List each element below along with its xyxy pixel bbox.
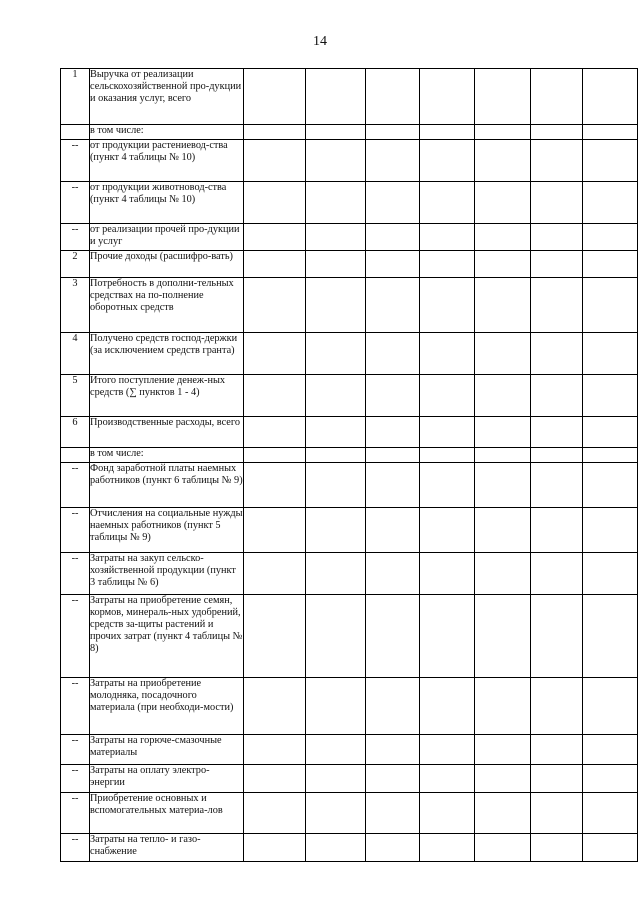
table-row <box>61 140 638 182</box>
value-cell <box>366 765 420 793</box>
value-cell <box>420 333 475 375</box>
row-number: -- <box>61 224 90 251</box>
value-cell <box>306 278 366 333</box>
table-body <box>61 69 638 862</box>
table-row <box>61 125 638 140</box>
value-cell <box>244 463 306 508</box>
row-description <box>90 251 244 278</box>
value-cell <box>475 375 531 417</box>
row-description-text: Затраты на оплату электро-энергии <box>90 765 210 788</box>
value-cell <box>583 417 638 448</box>
value-cell <box>366 333 420 375</box>
value-cell <box>420 595 475 678</box>
value-cell <box>475 278 531 333</box>
value-cell <box>420 224 475 251</box>
table-row <box>61 553 638 595</box>
value-cell <box>583 735 638 765</box>
row-description <box>90 793 244 834</box>
value-cell <box>420 508 475 553</box>
value-cell <box>306 463 366 508</box>
value-cell <box>306 765 366 793</box>
value-cell <box>244 678 306 735</box>
value-cell <box>244 417 306 448</box>
value-cell <box>244 553 306 595</box>
value-cell <box>366 375 420 417</box>
row-number <box>61 448 90 463</box>
value-cell <box>366 448 420 463</box>
row-description <box>90 508 244 553</box>
row-number: -- <box>61 463 90 508</box>
row-description-text: Затраты на закуп сельско-хозяйственной продукции (пункт 3 таблицы № 6) <box>90 553 236 588</box>
value-cell <box>583 448 638 463</box>
value-cell <box>531 417 583 448</box>
value-cell <box>244 375 306 417</box>
value-cell <box>583 834 638 862</box>
value-cell <box>366 834 420 862</box>
value-cell <box>531 595 583 678</box>
row-description-text: Отчисления на социальные нужды наемных работников (пункт 5 таблицы № 9) <box>90 508 243 543</box>
value-cell <box>306 140 366 182</box>
value-cell <box>244 69 306 125</box>
value-cell <box>475 69 531 125</box>
budget-table <box>60 68 638 862</box>
value-cell <box>583 553 638 595</box>
table-row <box>61 508 638 553</box>
value-cell <box>531 182 583 224</box>
row-number: 6 <box>61 417 90 448</box>
value-cell <box>306 417 366 448</box>
value-cell <box>244 793 306 834</box>
value-cell <box>306 735 366 765</box>
value-cell <box>366 553 420 595</box>
row-description-text: Затраты на тепло- и газо-снабжение <box>90 834 201 857</box>
row-description <box>90 69 244 125</box>
value-cell <box>583 69 638 125</box>
value-cell <box>420 834 475 862</box>
row-description <box>90 125 244 140</box>
value-cell <box>583 508 638 553</box>
row-number: -- <box>61 508 90 553</box>
row-description-text: от реализации прочей про-дукции и услуг <box>90 224 240 247</box>
value-cell <box>583 333 638 375</box>
value-cell <box>420 125 475 140</box>
value-cell <box>420 463 475 508</box>
row-description-text: Производственные расходы, всего <box>90 417 240 428</box>
value-cell <box>420 735 475 765</box>
value-cell <box>420 69 475 125</box>
table-row <box>61 251 638 278</box>
row-description <box>90 333 244 375</box>
value-cell <box>583 375 638 417</box>
value-cell <box>420 182 475 224</box>
table-row <box>61 182 638 224</box>
value-cell <box>420 140 475 182</box>
row-description <box>90 735 244 765</box>
value-cell <box>583 224 638 251</box>
value-cell <box>366 793 420 834</box>
value-cell <box>475 595 531 678</box>
value-cell <box>531 678 583 735</box>
table-row <box>61 69 638 125</box>
value-cell <box>583 251 638 278</box>
value-cell <box>531 278 583 333</box>
value-cell <box>420 278 475 333</box>
value-cell <box>244 333 306 375</box>
value-cell <box>420 765 475 793</box>
table-row <box>61 448 638 463</box>
value-cell <box>244 508 306 553</box>
value-cell <box>531 224 583 251</box>
value-cell <box>583 182 638 224</box>
value-cell <box>306 448 366 463</box>
row-description-text: Затраты на приобретение молодняка, посадочного материала (при необходи-мости) <box>90 678 234 713</box>
value-cell <box>531 553 583 595</box>
table-row <box>61 333 638 375</box>
row-description-text: в том числе: <box>90 448 144 459</box>
value-cell <box>366 678 420 735</box>
table-row <box>61 595 638 678</box>
value-cell <box>366 735 420 765</box>
value-cell <box>366 69 420 125</box>
table-row <box>61 765 638 793</box>
value-cell <box>366 278 420 333</box>
value-cell <box>366 595 420 678</box>
row-number: 4 <box>61 333 90 375</box>
value-cell <box>366 224 420 251</box>
value-cell <box>366 417 420 448</box>
row-description-text: Итого поступление денеж-ных средств (∑ пунктов 1 - 4) <box>90 375 226 398</box>
row-description-text: Выручка от реализации сельскохозяйственной про-дукции и оказания услуг, всего <box>90 69 242 104</box>
value-cell <box>531 834 583 862</box>
value-cell <box>475 553 531 595</box>
value-cell <box>531 333 583 375</box>
table-row <box>61 224 638 251</box>
value-cell <box>475 333 531 375</box>
row-number: -- <box>61 735 90 765</box>
value-cell <box>306 224 366 251</box>
value-cell <box>366 508 420 553</box>
row-number: 1 <box>61 69 90 125</box>
value-cell <box>244 595 306 678</box>
row-description-text: Получено средств господ-держки (за исключением средств гранта) <box>90 333 238 356</box>
value-cell <box>366 140 420 182</box>
row-number: -- <box>61 793 90 834</box>
value-cell <box>244 251 306 278</box>
row-description-text: от продукции животновод-ства (пункт 4 таблицы № 10) <box>90 182 227 205</box>
value-cell <box>531 735 583 765</box>
value-cell <box>531 140 583 182</box>
value-cell <box>306 69 366 125</box>
row-description <box>90 765 244 793</box>
value-cell <box>475 508 531 553</box>
value-cell <box>306 375 366 417</box>
value-cell <box>583 125 638 140</box>
value-cell <box>583 678 638 735</box>
table-row <box>61 793 638 834</box>
row-description <box>90 417 244 448</box>
value-cell <box>475 765 531 793</box>
value-cell <box>475 463 531 508</box>
value-cell <box>306 553 366 595</box>
row-description-text: от продукции растениевод-ства (пункт 4 таблицы № 10) <box>90 140 228 163</box>
row-description-text: Затраты на приобретение семян, кормов, минераль-ных удобрений, средств за-щиты растений и прочих затрат (пункт 4 таблицы № 8) <box>90 595 243 654</box>
value-cell <box>366 463 420 508</box>
value-cell <box>244 834 306 862</box>
row-description <box>90 678 244 735</box>
value-cell <box>531 463 583 508</box>
value-cell <box>420 793 475 834</box>
value-cell <box>531 69 583 125</box>
value-cell <box>475 182 531 224</box>
row-description-text: Затраты на горюче-смазочные материалы <box>90 735 222 758</box>
table-row <box>61 463 638 508</box>
value-cell <box>583 463 638 508</box>
table-row <box>61 278 638 333</box>
value-cell <box>244 224 306 251</box>
row-description-text: Прочие доходы (расшифро-вать) <box>90 251 233 262</box>
value-cell <box>531 793 583 834</box>
row-description-text: Приобретение основных и вспомогательных материа-лов <box>90 793 223 816</box>
row-description <box>90 224 244 251</box>
value-cell <box>531 448 583 463</box>
value-cell <box>366 251 420 278</box>
page-number: 14 <box>313 34 327 49</box>
row-description <box>90 375 244 417</box>
row-number: -- <box>61 595 90 678</box>
value-cell <box>420 553 475 595</box>
row-description <box>90 448 244 463</box>
row-number <box>61 125 90 140</box>
table-row <box>61 375 638 417</box>
table-row <box>61 834 638 862</box>
value-cell <box>475 140 531 182</box>
value-cell <box>420 417 475 448</box>
value-cell <box>244 448 306 463</box>
value-cell <box>475 735 531 765</box>
value-cell <box>420 678 475 735</box>
value-cell <box>531 375 583 417</box>
value-cell <box>531 125 583 140</box>
value-cell <box>583 595 638 678</box>
value-cell <box>244 735 306 765</box>
row-number: -- <box>61 834 90 862</box>
row-description <box>90 140 244 182</box>
row-description <box>90 553 244 595</box>
value-cell <box>475 834 531 862</box>
value-cell <box>475 251 531 278</box>
row-number: 2 <box>61 251 90 278</box>
row-description-text: Фонд заработной платы наемных работников (пункт 6 таблицы № 9) <box>90 463 243 486</box>
table-row <box>61 735 638 765</box>
value-cell <box>420 375 475 417</box>
value-cell <box>475 417 531 448</box>
row-number: -- <box>61 678 90 735</box>
value-cell <box>531 251 583 278</box>
value-cell <box>244 765 306 793</box>
row-number: -- <box>61 553 90 595</box>
value-cell <box>306 678 366 735</box>
value-cell <box>583 765 638 793</box>
value-cell <box>531 765 583 793</box>
value-cell <box>583 140 638 182</box>
row-description <box>90 834 244 862</box>
value-cell <box>306 595 366 678</box>
row-description-text: Потребность в дополни-тельных средствах на по-полнение оборотных средств <box>90 278 234 313</box>
value-cell <box>306 834 366 862</box>
value-cell <box>366 182 420 224</box>
row-number: -- <box>61 765 90 793</box>
value-cell <box>475 448 531 463</box>
row-number: 3 <box>61 278 90 333</box>
row-number: -- <box>61 140 90 182</box>
value-cell <box>420 448 475 463</box>
row-description <box>90 463 244 508</box>
value-cell <box>475 793 531 834</box>
value-cell <box>306 182 366 224</box>
value-cell <box>420 251 475 278</box>
value-cell <box>475 224 531 251</box>
value-cell <box>366 125 420 140</box>
value-cell <box>244 125 306 140</box>
row-description <box>90 182 244 224</box>
value-cell <box>244 182 306 224</box>
value-cell <box>583 278 638 333</box>
value-cell <box>475 125 531 140</box>
value-cell <box>583 793 638 834</box>
value-cell <box>306 333 366 375</box>
table-row <box>61 417 638 448</box>
row-description <box>90 278 244 333</box>
row-description <box>90 595 244 678</box>
value-cell <box>306 793 366 834</box>
value-cell <box>244 278 306 333</box>
row-description-text: в том числе: <box>90 125 144 136</box>
value-cell <box>475 678 531 735</box>
value-cell <box>306 125 366 140</box>
value-cell <box>531 508 583 553</box>
row-number: -- <box>61 182 90 224</box>
table-row <box>61 678 638 735</box>
row-number: 5 <box>61 375 90 417</box>
value-cell <box>306 508 366 553</box>
value-cell <box>306 251 366 278</box>
value-cell <box>244 140 306 182</box>
